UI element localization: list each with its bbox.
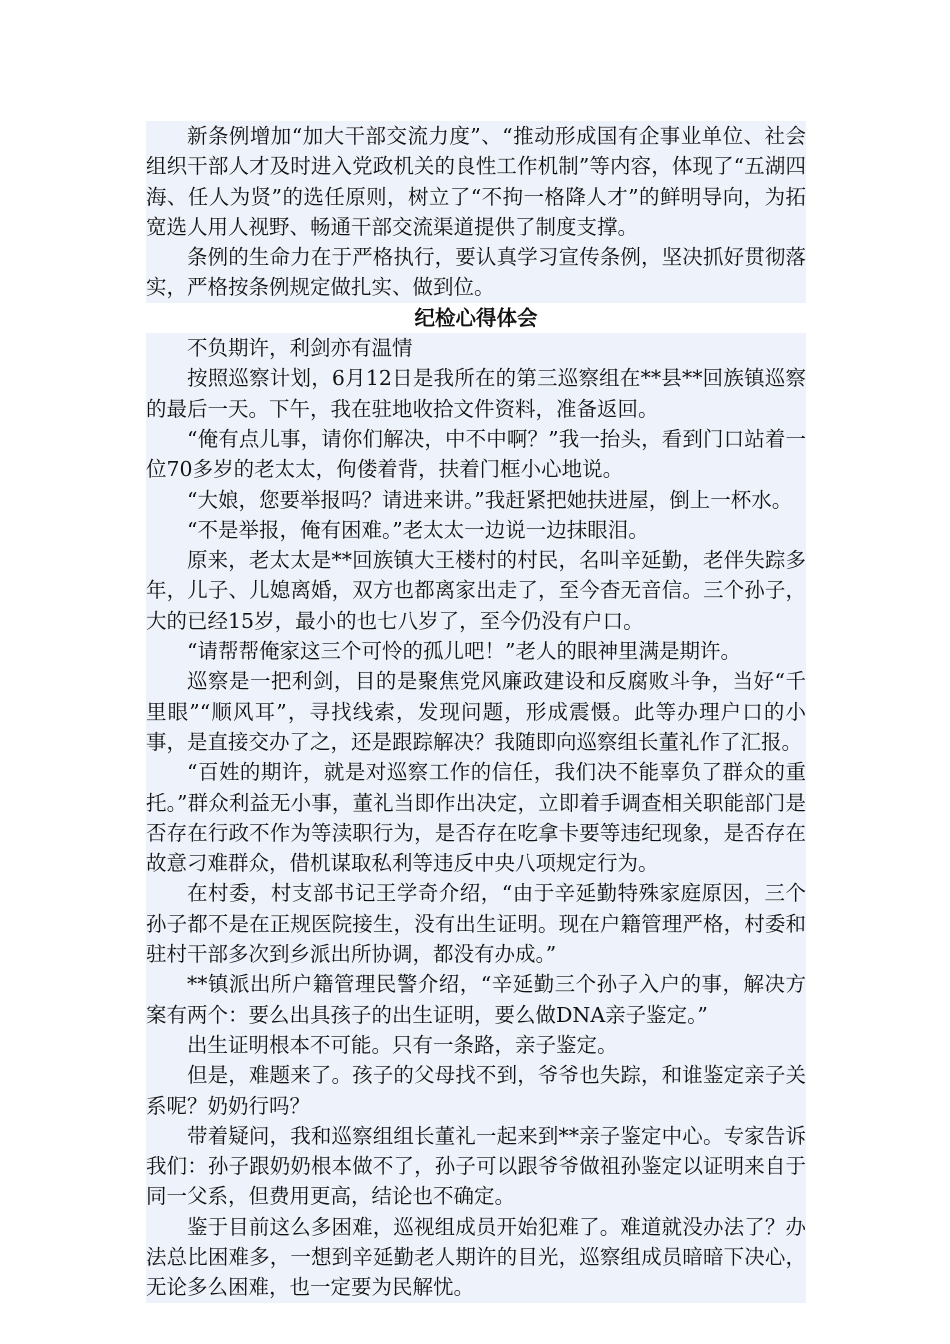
paragraph: 原来，老太太是**回族镇大王楼村的村民，名叫辛延勤，老伴失踪多年，儿子、儿媳离婚，双方也都离家出走了，至今杳无音信。三个孙子，大的已经15岁，最小的也七八岁了，至今仍没有户口。 (146, 545, 806, 636)
paragraph: 新条例增加“加大干部交流力度”、“推动形成国有企事业单位、社会组织干部人才及时进入党政机关的良性工作机制”等内容，体现了“五湖四海、任人为贤”的选任原则，树立了“不拘一格降人才”的鲜明导向，为拓宽选人用人视野、畅通干部交流渠道提供了制度支撑。 (146, 121, 806, 242)
paragraph: 但是，难题来了。孩子的父母找不到，爷爷也失踪，和谁鉴定亲子关系呢？奶奶行吗？ (146, 1060, 806, 1121)
section-heading: 纪检心得体会 (146, 303, 806, 333)
paragraph: “请帮帮俺家这三个可怜的孤儿吧！”老人的眼神里满是期许。 (146, 636, 806, 666)
paragraph: “百姓的期许，就是对巡察工作的信任，我们决不能辜负了群众的重托。”群众利益无小事，董礼当即作出决定，立即着手调查相关职能部门是否存在行政不作为等渎职行为，是否存在吃拿卡要等违纪现象，是否存在故意刁难群众，借机谋取私利等违反中央八项规定行为。 (146, 757, 806, 878)
paragraph: 鉴于目前这么多困难，巡视组成员开始犯难了。难道就没办法了？办法总比困难多，一想到辛延勤老人期许的目光，巡察组成员暗暗下决心，无论多么困难，也一定要为民解忧。 (146, 1212, 806, 1303)
document-body (146, 121, 806, 1303)
paragraph: 带着疑问，我和巡察组组长董礼一起来到**亲子鉴定中心。专家告诉我们：孙子跟奶奶根本做不了，孙子可以跟爷爷做祖孙鉴定以证明来自于同一父系，但费用更高，结论也不确定。 (146, 1121, 806, 1212)
paragraph: “大娘，您要举报吗？请进来讲。”我赶紧把她扶进屋，倒上一杯水。 (146, 485, 806, 515)
paragraph: **镇派出所户籍管理民警介绍，“辛延勤三个孙子入户的事，解决方案有两个：要么出具孩子的出生证明，要么做DNA亲子鉴定。” (146, 969, 806, 1030)
paragraph: 在村委，村支部书记王学奇介绍，“由于辛延勤特殊家庭原因，三个孙子都不是在正规医院接生，没有出生证明。现在户籍管理严格，村委和驻村干部多次到乡派出所协调，都没有办成。” (146, 878, 806, 969)
paragraph: “俺有点儿事，请你们解决，中不中啊？”我一抬头，看到门口站着一位70多岁的老太太，佝偻着背，扶着门框小心地说。 (146, 424, 806, 485)
paragraph: 按照巡察计划，6月12日是我所在的第三巡察组在**县**回族镇巡察的最后一天。下午，我在驻地收拾文件资料，准备返回。 (146, 363, 806, 424)
subtitle-paragraph: 不负期许，利剑亦有温情 (146, 333, 806, 363)
paragraph: “不是举报，俺有困难。”老太太一边说一边抹眼泪。 (146, 515, 806, 545)
paragraph: 条例的生命力在于严格执行，要认真学习宣传条例，坚决抓好贯彻落实，严格按条例规定做扎实、做到位。 (146, 242, 806, 303)
paragraph: 巡察是一把利剑，目的是聚焦党风廉政建设和反腐败斗争，当好“千里眼”“顺风耳”，寻找线索，发现问题，形成震慑。此等办理户口的小事，是直接交办了之，还是跟踪解决？我随即向巡察组长董礼作了汇报。 (146, 666, 806, 757)
paragraph: 出生证明根本不可能。只有一条路，亲子鉴定。 (146, 1030, 806, 1060)
